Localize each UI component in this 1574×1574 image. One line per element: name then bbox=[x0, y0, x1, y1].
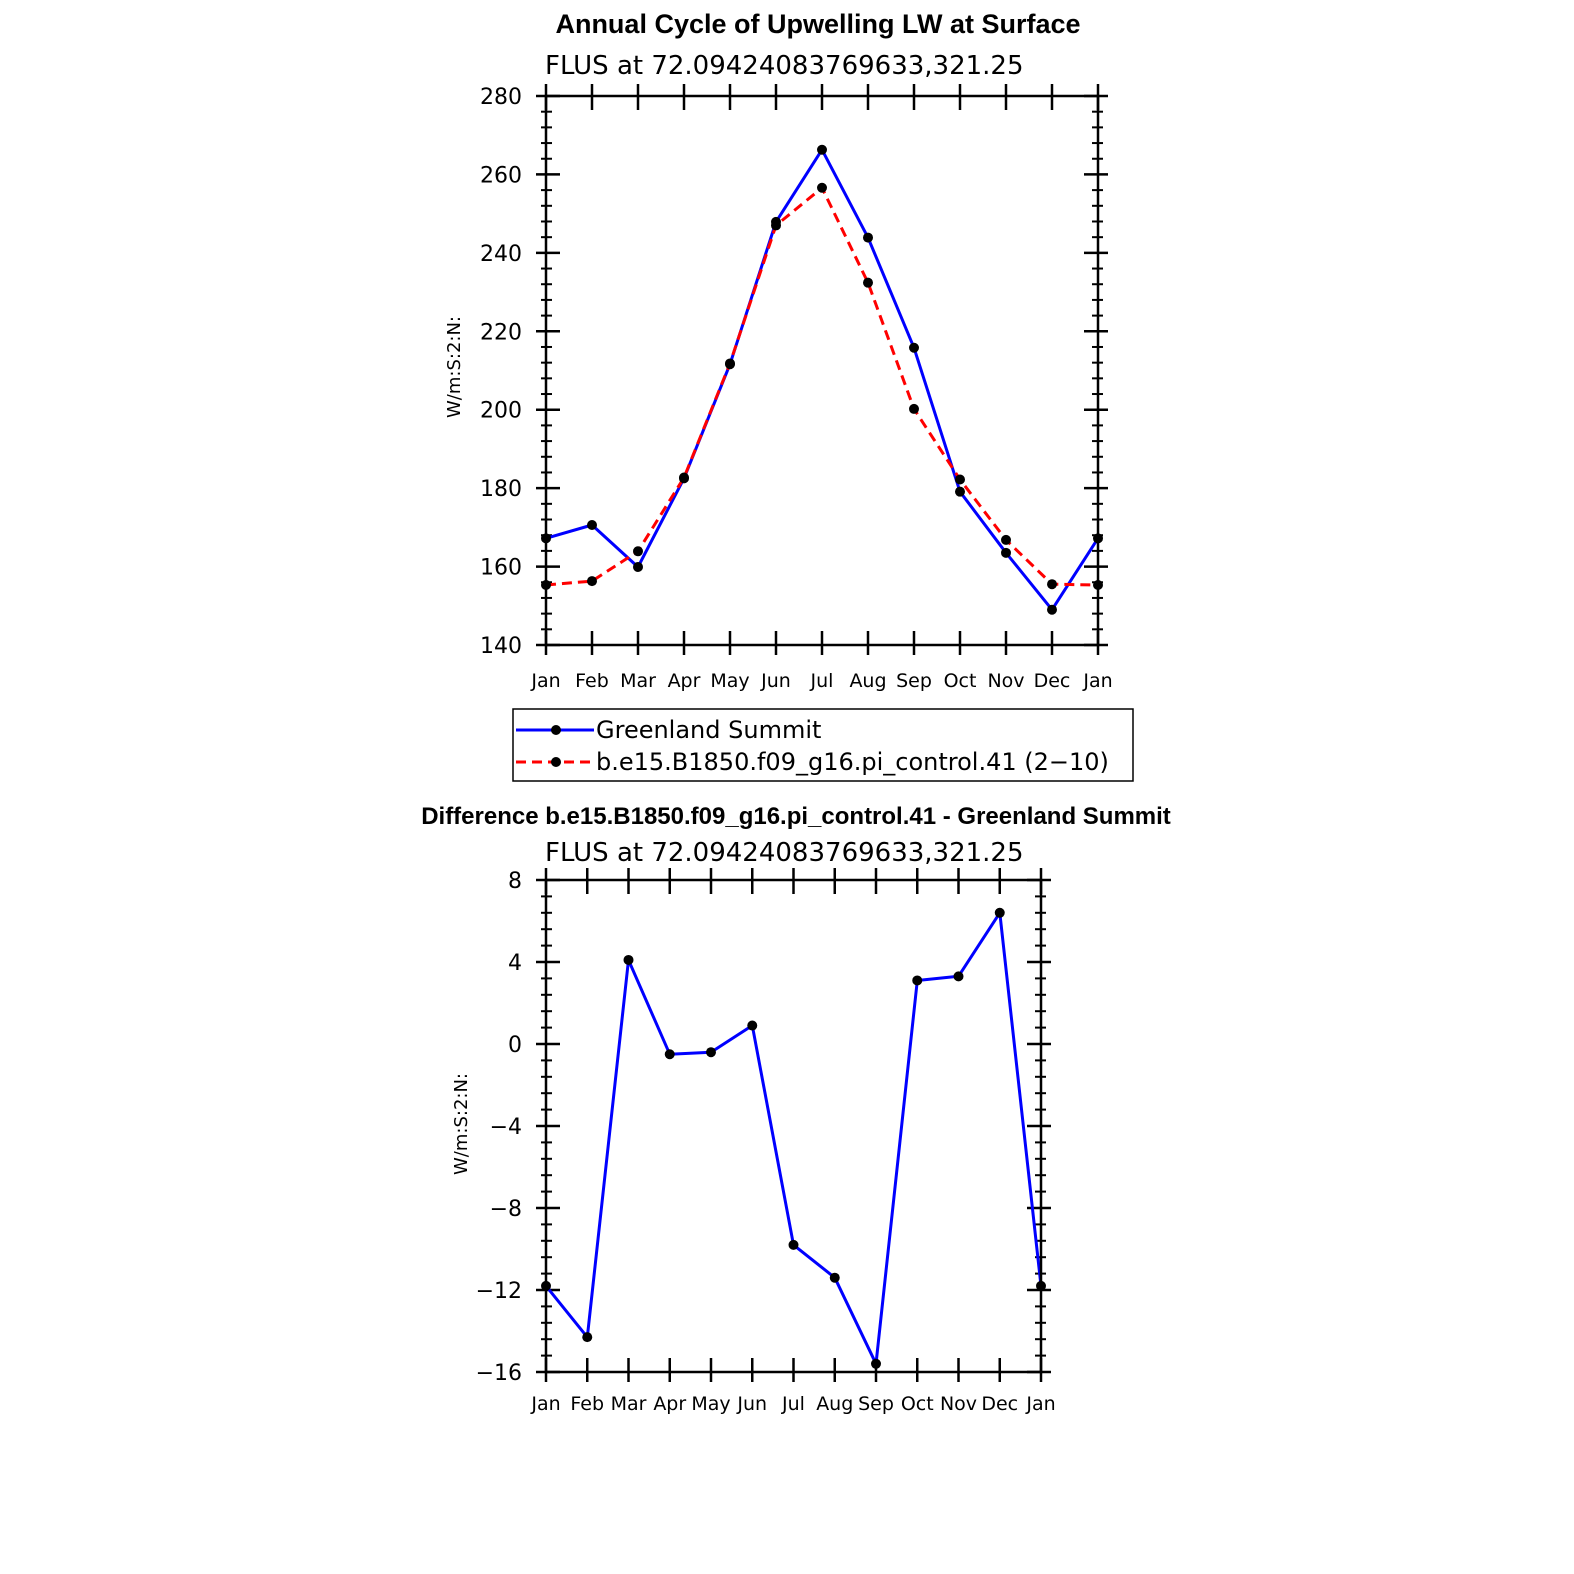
bottom-chart-x-tick-label: May bbox=[691, 1393, 731, 1415]
bottom-chart-series-0-point bbox=[665, 1049, 675, 1059]
top-chart-series-1-point bbox=[725, 358, 735, 368]
top-chart-x-tick-label: Dec bbox=[1033, 670, 1071, 692]
bottom-chart-series-0-point bbox=[954, 971, 964, 981]
bottom-chart-series bbox=[541, 908, 1046, 1369]
bottom-chart-x-tick-label: Apr bbox=[653, 1393, 687, 1415]
top-chart-subtitle: FLUS at 72.09424083769633,321.25 bbox=[545, 51, 1024, 81]
top-chart-x-tick-label: Sep bbox=[896, 670, 932, 692]
bottom-chart-x-tick-label: Feb bbox=[570, 1393, 605, 1415]
top-chart-y-tick-label: 140 bbox=[480, 634, 522, 659]
bottom-chart-plot-frame bbox=[546, 880, 1041, 1372]
top-chart-series-1-point bbox=[863, 278, 873, 288]
top-chart-y-tick-label: 220 bbox=[480, 320, 522, 346]
bottom-chart-x-tick-label: Jan bbox=[531, 1393, 561, 1415]
bottom-chart-y-tick-label: 8 bbox=[508, 869, 522, 894]
bottom-chart-x-tick-label: Nov bbox=[939, 1393, 978, 1415]
bottom-chart-x-tick-label: Jul bbox=[782, 1393, 805, 1415]
bottom-chart-y-tick-label: −4 bbox=[489, 1115, 522, 1140]
top-chart-series-0-point bbox=[863, 233, 873, 243]
bottom-chart-series-0-point bbox=[871, 1359, 881, 1369]
legend-marker-greenland-summit bbox=[551, 725, 561, 735]
top-chart-series-0-point bbox=[587, 520, 597, 530]
top-chart-x-tick-label: Jul bbox=[810, 670, 834, 692]
legend-marker-model bbox=[551, 757, 561, 767]
top-chart-series-0-point bbox=[1047, 605, 1057, 615]
top-chart-series-0-point bbox=[633, 562, 643, 572]
bottom-chart-x-tick-label: Sep bbox=[858, 1393, 894, 1415]
top-chart-x-tick-label: Jan bbox=[531, 670, 561, 692]
bottom-chart-x-tick-label: Dec bbox=[981, 1393, 1019, 1415]
top-chart-y-tick-label: 260 bbox=[480, 163, 522, 189]
bottom-chart-x-tick-label: Jan bbox=[1026, 1393, 1056, 1415]
bottom-chart-ylabel: W/m:S:2:N: bbox=[451, 1073, 472, 1175]
bottom-chart-series-0-point bbox=[747, 1021, 757, 1031]
top-chart-series-1-point bbox=[817, 183, 827, 193]
bottom-chart-x-tick-label: Mar bbox=[610, 1393, 647, 1415]
top-chart-x-tick-label: Apr bbox=[667, 670, 701, 692]
top-chart-series-line-0 bbox=[546, 150, 1098, 610]
top-chart bbox=[444, 9, 1113, 692]
bottom-chart-series-0-point bbox=[830, 1273, 840, 1283]
bottom-chart-y-tick-label: 4 bbox=[508, 951, 522, 976]
top-chart-x-tick-label: Feb bbox=[575, 670, 609, 692]
top-chart-x-tick-label: Oct bbox=[943, 670, 977, 692]
top-chart-y-tick-label: 280 bbox=[480, 85, 522, 110]
top-chart-y-tick-label: 180 bbox=[480, 477, 522, 503]
bottom-chart-title: Difference b.e15.B1850.f09_g16.pi_control.41 - Greenland Summit bbox=[421, 803, 1171, 830]
top-chart-y-tick-label: 240 bbox=[480, 241, 522, 267]
bottom-chart bbox=[421, 803, 1171, 1415]
top-chart-ylabel: W/m:S:2:N: bbox=[444, 316, 465, 418]
top-chart-y-tick-label: 200 bbox=[480, 398, 522, 424]
bottom-chart-series-line-0 bbox=[546, 913, 1041, 1364]
bottom-chart-y-tick-label: 0 bbox=[508, 1033, 522, 1058]
top-chart-series-1-point bbox=[1001, 535, 1011, 545]
top-chart-x-tick-label: Aug bbox=[849, 670, 887, 692]
top-chart-series-1-point bbox=[955, 475, 965, 485]
top-chart-series-1-point bbox=[1047, 579, 1057, 589]
top-chart-ticks bbox=[480, 84, 1113, 692]
bottom-chart-series-0-point bbox=[706, 1047, 716, 1057]
bottom-chart-series-0-point bbox=[995, 908, 1005, 918]
top-chart-series-1-point bbox=[771, 220, 781, 230]
top-chart-series bbox=[541, 145, 1103, 615]
bottom-chart-subtitle: FLUS at 72.09424083769633,321.25 bbox=[545, 838, 1024, 868]
legend-label-greenland-summit: Greenland Summit bbox=[596, 716, 822, 744]
bottom-chart-x-tick-label: Jun bbox=[737, 1393, 768, 1415]
top-chart-x-tick-label: Mar bbox=[620, 670, 656, 692]
top-chart-series-line-1 bbox=[546, 188, 1098, 585]
legend bbox=[513, 709, 1133, 781]
bottom-chart-series-0-point bbox=[789, 1240, 799, 1250]
bottom-chart-ticks bbox=[476, 868, 1056, 1415]
top-chart-series-1-point bbox=[679, 473, 689, 483]
top-chart-y-tick-label: 160 bbox=[480, 555, 522, 581]
bottom-chart-y-tick-label: −16 bbox=[475, 1361, 522, 1386]
top-chart-series-0-point bbox=[817, 145, 827, 155]
bottom-chart-y-tick-label: −8 bbox=[489, 1197, 522, 1222]
top-chart-x-tick-label: Jan bbox=[1083, 670, 1113, 692]
top-chart-x-tick-label: May bbox=[710, 670, 750, 692]
legend-label-model: b.e15.B1850.f09_g16.pi_control.41 (2−10) bbox=[596, 748, 1109, 776]
top-chart-series-0-point bbox=[955, 487, 965, 497]
top-chart-series-1-point bbox=[633, 546, 643, 556]
bottom-chart-y-tick-label: −12 bbox=[475, 1279, 522, 1304]
bottom-chart-x-tick-label: Aug bbox=[816, 1393, 854, 1415]
top-chart-series-0-point bbox=[1001, 548, 1011, 558]
top-chart-series-1-point bbox=[587, 576, 597, 586]
bottom-chart-x-tick-label: Oct bbox=[900, 1393, 934, 1415]
bottom-chart-series-0-point bbox=[912, 975, 922, 985]
top-chart-series-1-point bbox=[909, 404, 919, 414]
bottom-chart-series-0-point bbox=[582, 1332, 592, 1342]
top-chart-series-0-point bbox=[909, 343, 919, 353]
top-chart-title: Annual Cycle of Upwelling LW at Surface bbox=[555, 9, 1081, 39]
top-chart-x-tick-label: Nov bbox=[987, 670, 1025, 692]
top-chart-x-tick-label: Jun bbox=[761, 670, 791, 692]
bottom-chart-series-0-point bbox=[624, 955, 634, 965]
